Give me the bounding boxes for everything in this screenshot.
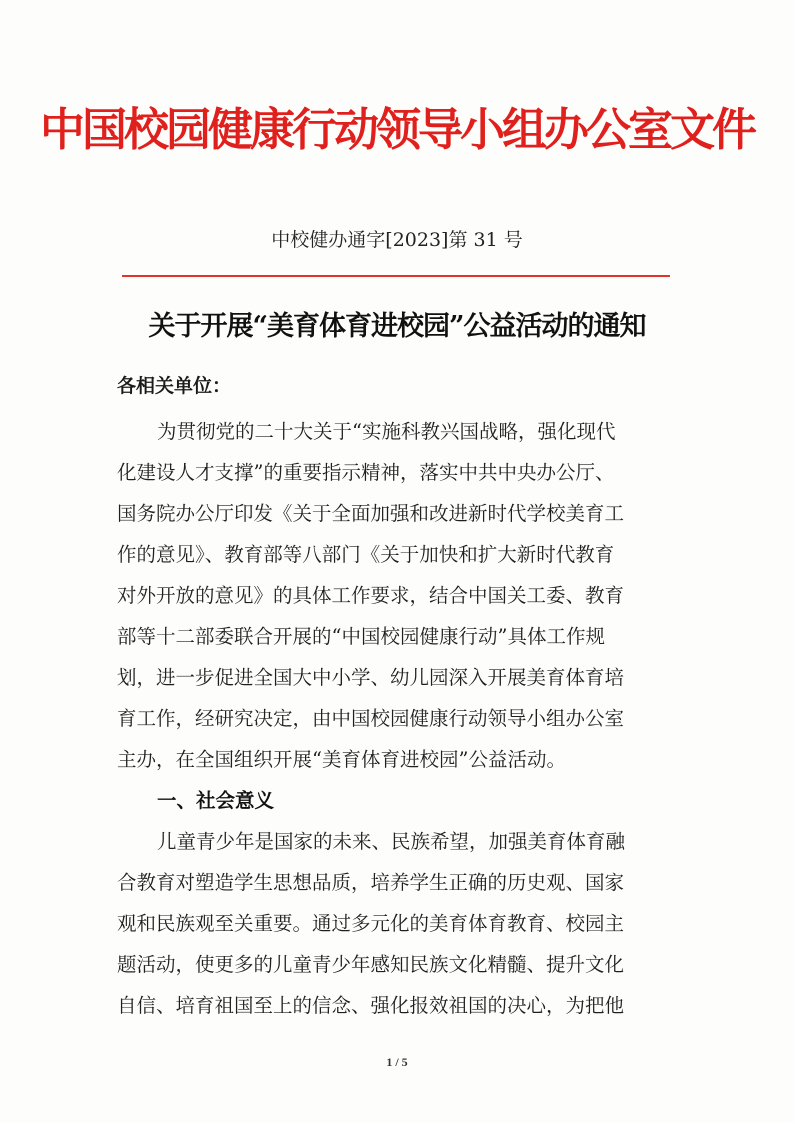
paragraph-line: 为贯彻党的二十大关于“实施科教兴国战略，强化现代 [157, 420, 616, 443]
red-divider [122, 275, 670, 277]
page-number: 1 / 5 [386, 1055, 408, 1069]
paragraph-line: 对外开放的意见》的具体工作要求，结合中国关工委、教育 [117, 584, 625, 607]
document-number: 中校健办通字[2023]第 31 号 [271, 229, 523, 251]
paragraph-line: 合教育对塑造学生思想品质，培养学生正确的历史观、国家 [117, 871, 625, 894]
paragraph-line: 部等十二部委联合开展的“中国校园健康行动”具体工作规 [117, 625, 605, 648]
section-heading: 一、社会意义 [157, 789, 275, 812]
paragraph-line: 主办，在全国组织开展“美育体育进校园”公益活动。 [117, 748, 566, 771]
paragraph-line: 自信、培育祖国至上的信念、强化报效祖国的决心，为把他 [117, 994, 625, 1017]
issuer-header: 中国校园健康行动领导小组办公室文件 [39, 103, 754, 156]
paragraph-line: 儿童青少年是国家的未来、民族希望，加强美育体育融 [157, 830, 626, 853]
salutation: 各相关单位： [117, 375, 232, 397]
paragraph-line: 国务院办公厅印发《关于全面加强和改进新时代学校美育工 [117, 502, 625, 525]
paragraph-line: 观和民族观至关重要。通过多元化的美育体育教育、校园主 [117, 912, 625, 935]
paragraph-line: 化建设人才支撑”的重要指示精神，落实中共中央办公厅、 [117, 461, 615, 484]
body-text [117, 411, 677, 1026]
paragraph-line: 划，进一步促进全国大中小学、幼儿园深入开展美育体育培 [117, 666, 625, 689]
paragraph-line: 育工作，经研究决定，由中国校园健康行动领导小组办公室 [117, 707, 625, 730]
notice-title: 关于开展“美育体育进校园”公益活动的通知 [148, 311, 646, 342]
paragraph-line: 题活动，使更多的儿童青少年感知民族文化精髓、提升文化 [117, 953, 625, 976]
paragraph-line: 作的意见》、教育部等八部门《关于加快和扩大新时代教育 [117, 543, 615, 566]
